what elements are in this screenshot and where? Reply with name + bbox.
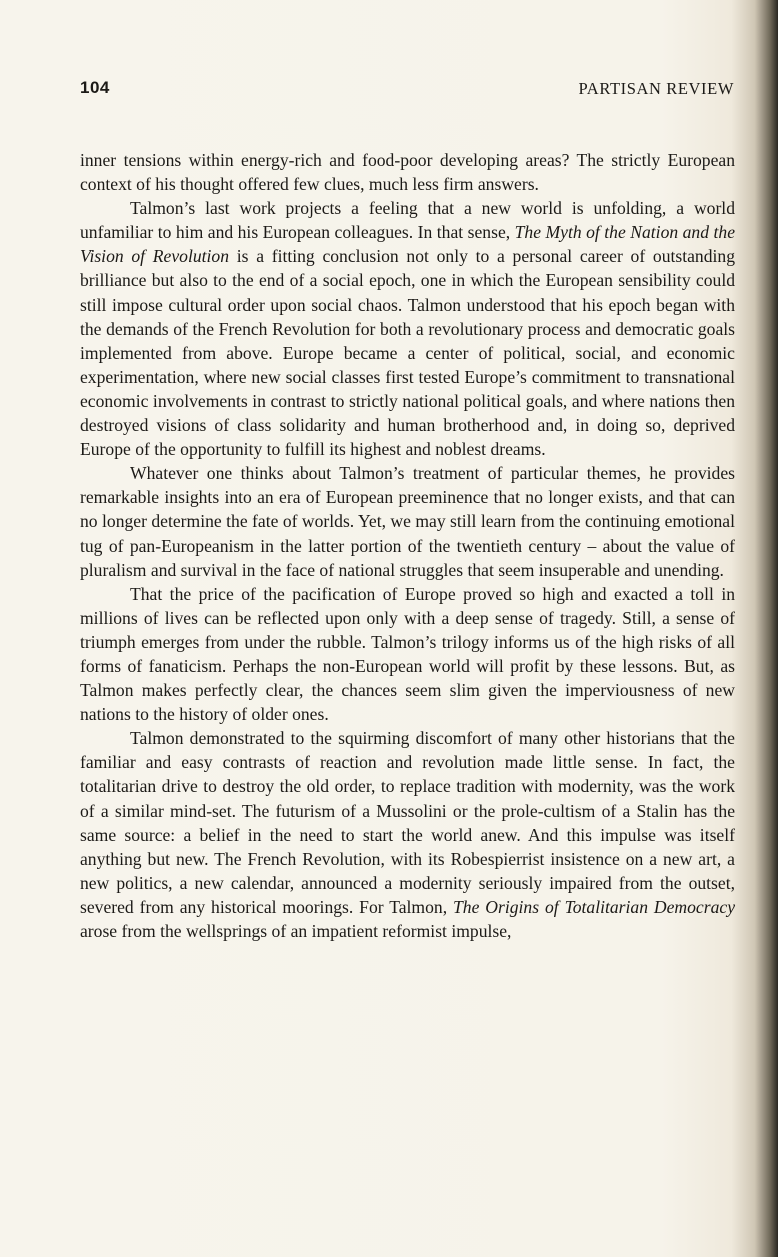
paragraph-text: Talmon’s last work projects a feeling that a new world is unfolding, a world unfamiliar to him and his European colleagues. In that sense,	[80, 198, 735, 243]
paragraph-text: That the price of the pacification of Europe proved so high and exacted a toll in millions of lives can be reflected upon only with a deep sense of tragedy. Still, a sense of triumph emerges from under the rubble. Talmon’s trilogy informs us of the high risks of all forms of fanaticism. Perhaps the non-European world will profit by these lessons. But, as Talmon makes perfectly clear, the chances seem slim given the imperviousness of new nations to the history of older ones.	[80, 583, 735, 725]
paragraph-4	[80, 582, 735, 727]
page-number: 104	[80, 78, 110, 97]
paragraph-text: Talmon demonstrated to the squirming discomfort of many other historians that the familiar and easy contrasts of reaction and revolution made little sense. In fact, the totalitarian drive to destroy the old order, to replace tradition with modernity, was the work of a similar mind-set. The futurism of a Mussolini or the prole-cultism of a Stalin has the same source: a belief in the need to start the world anew. And this impulse was itself anything but new. The French Revolution, with its Robespierrist insistence on a new art, a new politics, a new calendar, announced a modernity seriously impaired from the outset, severed from any historical moorings. For Talmon,	[80, 728, 735, 917]
paragraph-text: Whatever one thinks about Talmon’s treatment of particular themes, he provides remarkable insights into an era of European preeminence that no longer exists, and that can no longer determine the fate of worlds. Yet, we may still learn from the continuing emotional tug of pan-Europeanism in the latter portion of the twentieth century – about the value of pluralism and survival in the face of national struggles that seem insuperable and unending.	[80, 463, 735, 580]
body-text	[80, 148, 735, 943]
book-title-myth-of-the-nation: The Myth of the Nation and the Vision of Revolution	[80, 222, 735, 267]
running-head: PARTISAN REVIEW	[578, 79, 734, 98]
paragraph-1	[80, 148, 735, 196]
paragraph-text: arose from the wellsprings of an impatient reformist impulse,	[80, 921, 512, 941]
book-title-origins-of-totalitarian-democracy: The Origins of Totalitarian Democracy	[453, 896, 736, 917]
paragraph-5	[80, 726, 735, 943]
paragraph-3	[80, 461, 735, 581]
paragraph-text: is a fitting conclusion not only to a personal career of outstanding brilliance but also to the end of a social epoch, one in which the European sensibility could still impose cultural order upon social chaos. Talmon understood that his epoch began with the demands of the French Revolution for both a revolutionary process and democratic goals implemented from above. Europe became a center of political, social, and economic experimentation, where new social classes first tested Europe’s commitment to transnational economic involvements in contrast to strictly national political goals, and where nations then destroyed visions of class solidarity and human brotherhood and, in doing so, deprived Europe of the opportunity to fulfill its highest and noblest dreams.	[80, 246, 736, 460]
paragraph-text: inner tensions within energy-rich and food-poor developing areas? The strictly European context of his thought offered few clues, much less firm answers.	[80, 150, 735, 195]
paragraph-2	[80, 196, 735, 461]
page-header	[80, 78, 734, 102]
